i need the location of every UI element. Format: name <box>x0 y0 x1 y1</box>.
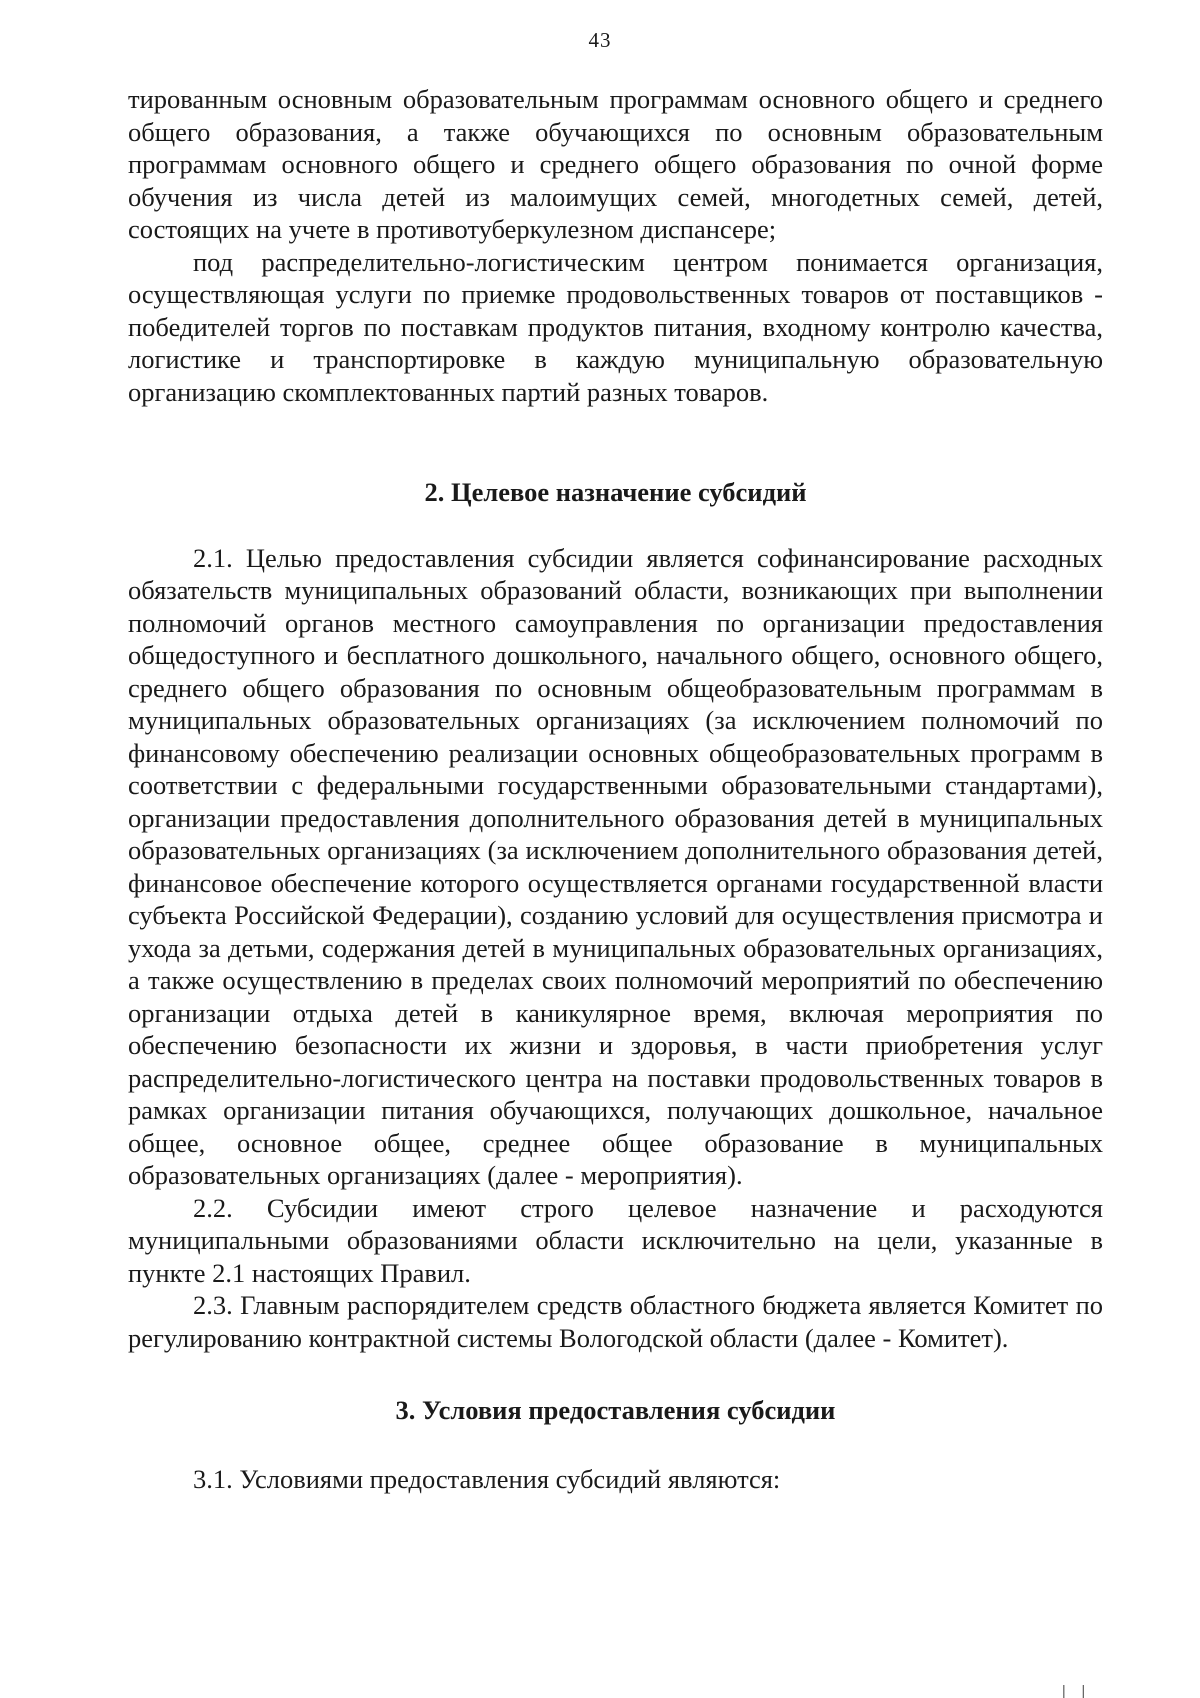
paragraph-2-2: 2.2. Субсидии имеют строго целевое назначение и расходуются муниципальными образованиями области исключительно на цели, указанные в пункте 2.1 настоящих Правил. <box>128 1192 1103 1288</box>
page-number: 43 <box>588 28 612 52</box>
paragraph-2-3: 2.3. Главным распорядителем средств областного бюджета является Комитет по регулированию контрактной системы Вологодской области (далее - Комитет). <box>128 1290 1103 1353</box>
scan-edge-mark: | | <box>1062 1682 1092 1698</box>
section-3-heading: 3. Условия предоставления субсидии <box>395 1395 836 1425</box>
paragraph-intro-continuation: тированным основным образовательным программам основного общего и среднего общего образования, а также обучающихся по основным образовательным программам основного общего и среднего общего образования по очной форме обучения из числа детей из малоимущих семей, многодетных семей, детей, состоящих на учете в противотуберкулезном диспансере; <box>128 84 1103 244</box>
paragraph-logistics-center-definition: под распределительно-логистическим центром понимается организация, осуществляющая услуги по приемке продовольственных товаров от поставщиков - победителей торгов по поставкам продуктов питания, входному контролю качества, логистике и транспортировке в каждую муниципальную образовательную организацию скомплектованных партий разных товаров. <box>128 246 1103 407</box>
paragraph-3-1: 3.1. Условиями предоставления субсидий являются: <box>193 1463 781 1494</box>
section-2-heading: 2. Целевое назначение субсидий <box>424 477 807 507</box>
document-body <box>128 83 1103 1495</box>
paragraph-2-1: 2.1. Целью предоставления субсидии является софинансирование расходных обязательств муниципальных образований области, возникающих при выполнении полномочий органов местного самоуправления по организации предоставления общедоступного и бесплатного дошкольного, начального общего, основного общего, среднего общего образования по основным общеобразовательным программам в муниципальных образовательных организациях (за исключением полномочий по финансовому обеспечению реализации основных общеобразовательных программ в соответствии с федеральными государственными образовательными стандартами), организации предоставления дополнительного образования детей в муниципальных образовательных организациях (за исключением дополнительного образования детей, финансовое обеспечение которого осуществляется органами государственной власти субъекта Российской Федерации), созданию условий для осуществления присмотра и ухода за детьми, содержания детей в муниципальных образовательных организациях, а также осуществлению в пределах своих полномочий мероприятий по обеспечению организации отдыха детей в каникулярное время, включая мероприятия по обеспечению безопасности их жизни и здоровья, в части приобретения услуг распределительно-логистического центра на поставки продовольственных товаров в рамках организации питания обучающихся, получающих дошкольное, начальное общее, основное общее, среднее общее образование в муниципальных образовательных организациях (далее - мероприятия). <box>128 542 1103 1190</box>
